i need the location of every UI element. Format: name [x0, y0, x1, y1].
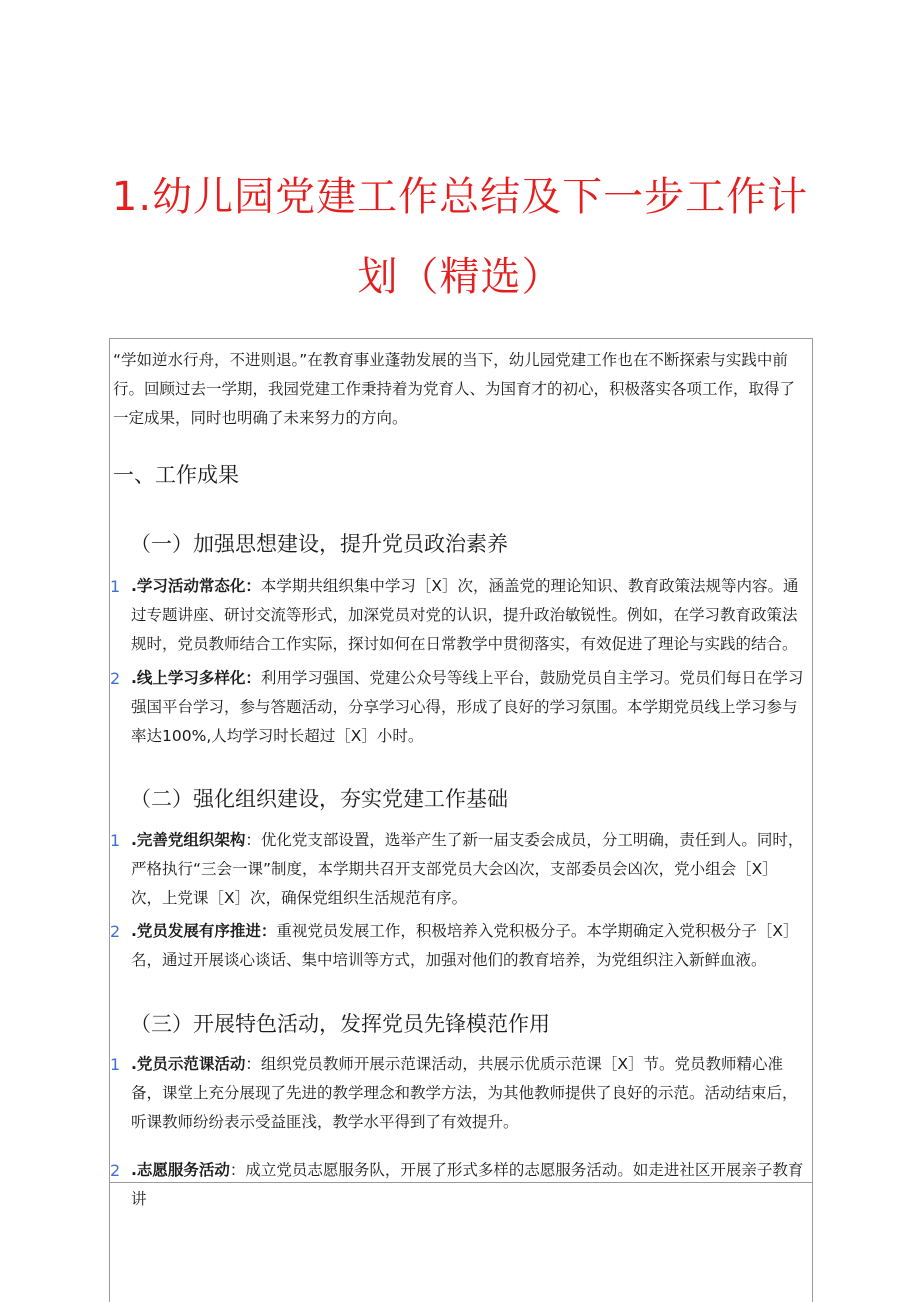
item-number: 1 [110, 577, 121, 596]
item-lead: .志愿服务活动 [131, 1161, 230, 1179]
item-lead: .学习活动常态化： [131, 577, 261, 595]
item-text [131, 1050, 808, 1137]
item-number: 1 [110, 1055, 121, 1074]
item-lead: .线上学习多样化： [131, 669, 261, 687]
item-number: 2 [110, 1161, 121, 1180]
item-text [131, 917, 808, 975]
item-number: 2 [110, 922, 121, 941]
item-text [131, 826, 808, 913]
item-text [131, 1156, 808, 1214]
item-body: ：成立党员志愿服务队，开展了形式多样的志愿服务活动。如走进社区开展亲子教育讲 [131, 1161, 804, 1208]
document-title-line-2: 划（精选） [357, 254, 563, 300]
intro-paragraph: “学如逆水行舟，不进则退。”在教育事业蓬勃发展的当下，幼儿园党建工作也在不断探索与实践中前行。回顾过去一学期，我园党建工作秉持着为党育人、为国育才的初心，积极落实各项工作，取得了一定成果，同时也明确了未来努力的方向。 [113, 351, 796, 427]
subsection-heading-1: （一）加强思想建设，提升党员政治素养 [130, 532, 508, 556]
section-heading-achievements: 一、工作成果 [113, 463, 239, 487]
item-body: 本学期共组织集中学习［X］次，涵盖党的理论知识、教育政策法规等内容。通过专题讲座、研讨交流等形式，加深党员对党的认识，提升政治敏锐性。例如，在学习教育政策法规时，党员教师结合工作实际，探讨如何在日常教学中贯彻落实，有效促进了理论与实践的结合。 [131, 577, 799, 653]
subsection-heading-2: （二）强化组织建设，夯实党建工作基础 [130, 787, 508, 811]
document-title-line-1: 1.幼儿园党建工作总结及下一步工作计 [111, 174, 809, 220]
item-body: ：优化党支部设置，选举产生了新一届支委会成员，分工明确，责任到人。同时，严格执行“三会一课”制度，本学期共召开支部党员大会凶次，支部委员会凶次，党小组会［X］次，上党课［X］次，确保党组织生活规范有序。 [131, 831, 804, 907]
item-lead: .党员示范课活动 [131, 1055, 246, 1073]
item-body: 重视党员发展工作，积极培养入党积极分子。本学期确定入党积极分子［X］名，通过开展谈心谈话、集中培训等方式，加强对他们的教育培养，为党组织注入新鲜血液。 [131, 922, 799, 969]
subsection-heading-3: （三）开展特色活动，发挥党员先锋模范作用 [130, 1012, 550, 1036]
item-lead: .党员发展有序推进： [131, 922, 277, 940]
item-body: 利用学习强国、党建公众号等线上平台，鼓励党员自主学习。党员们每日在学习强国平台学习，参与答题活动，分享学习心得，形成了良好的学习氛围。本学期党员线上学习参与率达100%,人均学习时长超过［X］小时。 [131, 669, 804, 745]
item-text [131, 664, 808, 751]
item-text [131, 572, 808, 659]
item-number: 2 [110, 669, 121, 688]
item-number: 1 [110, 831, 121, 850]
item-lead: .完善党组织架构 [131, 831, 246, 849]
item-body: ：组织党员教师开展示范课活动，共展示优质示范课［X］节。党员教师精心准备，课堂上充分展现了先进的教学理念和教学方法，为其他教师提供了良好的示范。活动结束后，听课教师纷纷表示受益匪浅，教学水平得到了有效提升。 [131, 1055, 798, 1131]
